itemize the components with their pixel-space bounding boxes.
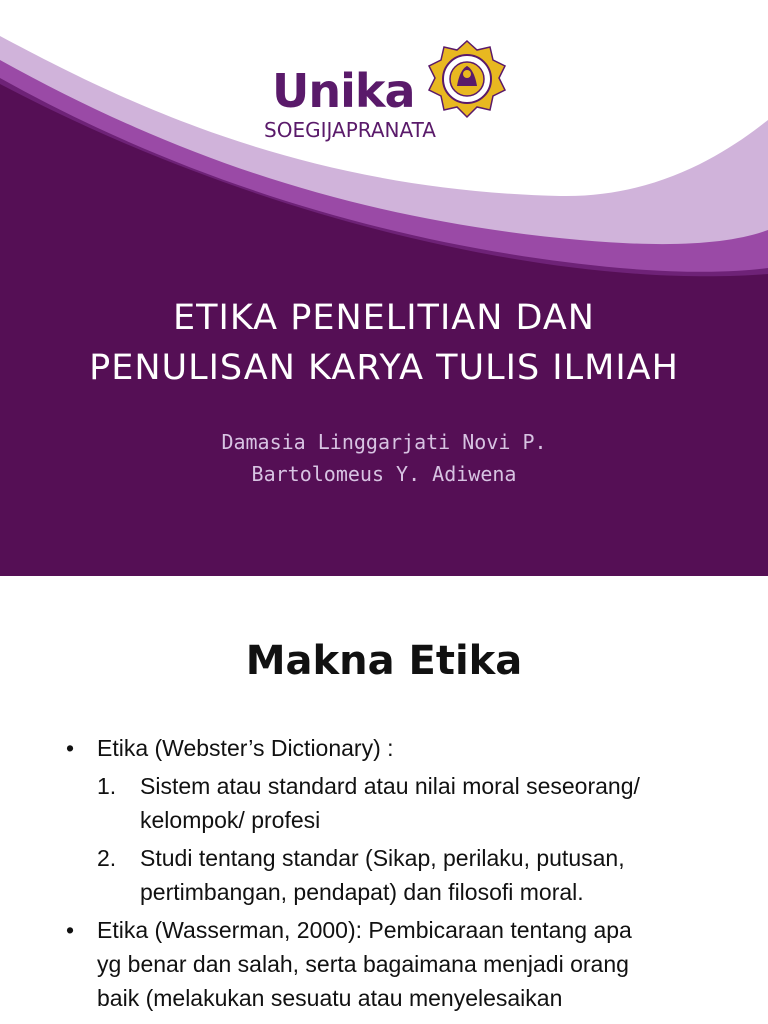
numbered-item <box>66 841 716 909</box>
title-line-2: PENULISAN KARYA TULIS ILMIAH <box>89 348 679 388</box>
bullet-dot-icon: • <box>66 735 75 761</box>
content-slide <box>0 576 768 1024</box>
item-line: Sistem atau standard atau nilai moral seseorang/ <box>140 773 640 799</box>
bullet-text: Etika (Webster’s Dictionary) : <box>97 735 394 761</box>
item-number: 2. <box>97 845 117 871</box>
bullet-dot-icon: • <box>66 917 75 943</box>
author-1: Damasia Linggarjati Novi P. <box>221 430 547 454</box>
bullet-line: yg benar dan salah, serta bagaimana menjadi orang <box>97 951 629 977</box>
item-number: 1. <box>97 773 117 799</box>
university-logo <box>264 40 512 150</box>
logo-wordmark: Unika <box>272 64 415 118</box>
bullet-line: Etika (Wasserman, 2000): Pembicaraan tentang apa <box>97 917 632 943</box>
item-line: kelompok/ profesi <box>140 807 321 833</box>
author-2: Bartolomeus Y. Adiwena <box>251 462 517 486</box>
numbered-item <box>66 769 716 837</box>
presentation-title <box>0 293 768 393</box>
university-seal-icon <box>427 40 507 120</box>
title-line-1: ETIKA PENELITIAN DAN <box>173 298 595 338</box>
bullet-item <box>66 913 716 1015</box>
item-line: Studi tentang standar (Sikap, perilaku, putusan, <box>140 845 625 871</box>
logo-subtitle: SOEGIJAPRANATA <box>264 118 436 142</box>
authors <box>0 426 768 490</box>
slide-body <box>66 731 716 1019</box>
bullet-line: baik (melakukan sesuatu atau menyelesaikan <box>97 985 563 1011</box>
bullet-item <box>66 731 716 765</box>
item-line: pertimbangan, pendapat) dan filosofi moral. <box>140 879 584 905</box>
slide-title: Makna Etika <box>245 638 523 684</box>
